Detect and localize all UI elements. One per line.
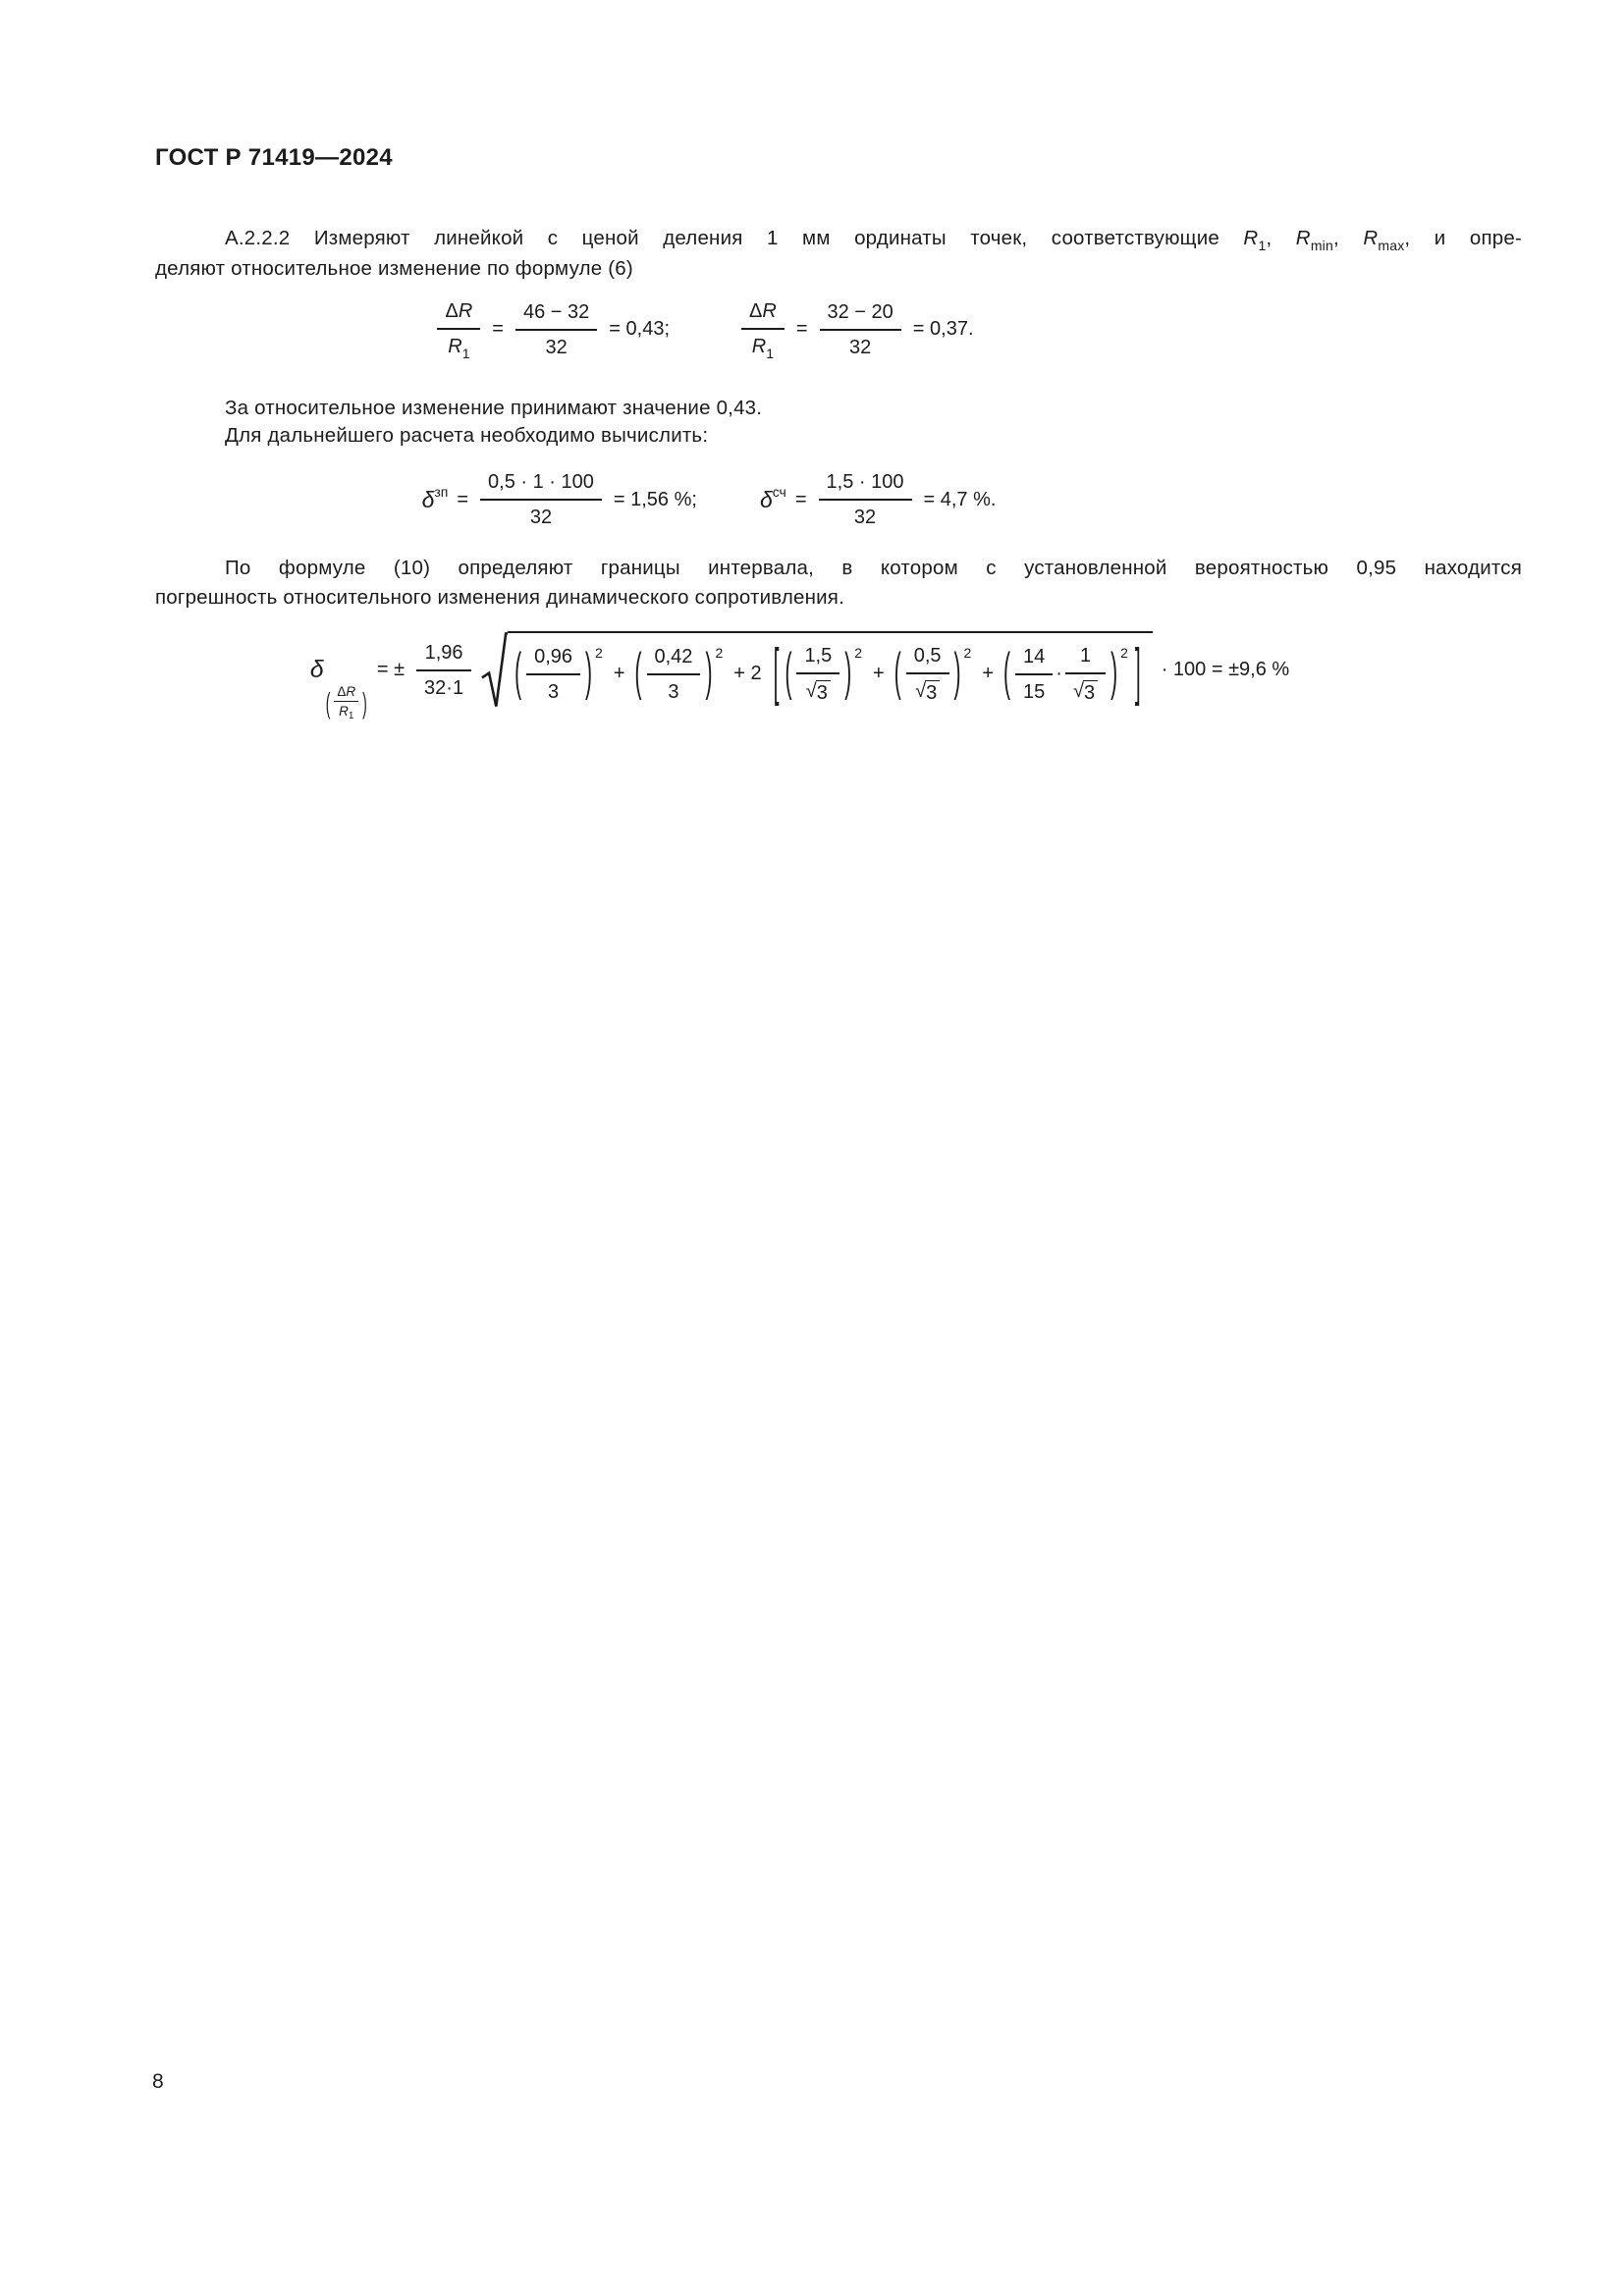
math-subscript: 1 (766, 346, 775, 361)
fraction-denominator (334, 702, 358, 721)
fraction-numerator: 46 − 32 (515, 298, 597, 331)
para-a222-line2: деляют относительное изменение по формуле (6) (155, 257, 633, 280)
fraction-denominator (741, 330, 785, 361)
math-superscript: сч (772, 484, 786, 500)
square-root (481, 631, 1153, 709)
math-exponent: 2 (854, 645, 863, 661)
math-delta: Δ (749, 300, 763, 322)
fraction-denominator: 15 (1023, 680, 1046, 703)
para-a222-line1 (155, 224, 1522, 254)
math-subscript: 1 (461, 346, 470, 361)
radicand-small: 3 (816, 680, 831, 704)
math-var-R: R (346, 684, 356, 699)
math-delta: Δ (445, 300, 459, 322)
fraction (647, 643, 701, 706)
math-var-R: R (458, 300, 473, 322)
para-formula10 (155, 554, 1522, 613)
equals-sign: = (795, 318, 808, 340)
formula-delta-zp (422, 468, 697, 531)
fraction-denominator (796, 674, 839, 706)
math-var-R: R (1363, 227, 1379, 249)
para-further-calc: Для дальнейшего расчета необходимо вычислить: (225, 424, 709, 447)
fraction-numerator (437, 297, 480, 330)
text-run: , (1332, 227, 1364, 249)
math-var-R: R (751, 336, 767, 357)
para-formula10-line2: погрешность относительного изменения динамического сопротивления. (155, 586, 844, 609)
text-run: , (1266, 227, 1296, 249)
radicand-small: 3 (1083, 680, 1098, 704)
fraction-denominator: 32 (529, 507, 553, 528)
fraction (334, 684, 358, 721)
fraction (526, 643, 580, 706)
right-paren: ) (362, 685, 367, 720)
math-delta: Δ (337, 684, 347, 699)
fraction-numerator (334, 684, 358, 702)
equals-plusminus: = ± (376, 659, 406, 680)
fraction-denominator: 32 (853, 507, 877, 528)
math-exponent: 2 (1120, 645, 1128, 661)
para-acceptance: За относительное изменение принимают значение 0,43. (225, 397, 763, 419)
math-var-R: R (339, 704, 349, 719)
fraction (1015, 643, 1053, 706)
multiplication-dot: · (1056, 663, 1062, 684)
fraction-denominator: 32 (849, 336, 872, 358)
math-superscript: зп (434, 484, 449, 500)
equals-sign: = (457, 488, 469, 510)
fraction-denominator: 3 (668, 680, 679, 703)
formula-result: = 4,7 %. (923, 488, 997, 510)
formula-row-6 (0, 297, 1516, 361)
text-run: , и опре- (1404, 227, 1523, 249)
math-subscript: 1 (348, 711, 354, 721)
plus-sign: + (873, 663, 885, 684)
left-paren: ( (893, 644, 901, 701)
fraction (480, 468, 602, 531)
radical-sign-icon (481, 631, 508, 709)
math-subscript: max (1378, 238, 1405, 253)
fraction-denominator: 32 (545, 336, 568, 358)
radical-sign-small: √ (1072, 680, 1084, 702)
para-formula10-line1: По формуле (10) определяют границы интервала, в котором с установленной вероятностью 0,95 находится (225, 557, 1522, 579)
fraction-denominator (437, 330, 480, 361)
formula-result: · 100 = ±9,6 % (1161, 659, 1290, 680)
fraction (819, 468, 912, 531)
left-paren: ( (325, 685, 331, 720)
math-delta-symbol: δ (421, 486, 435, 512)
fraction-numerator: 32 − 20 (820, 298, 901, 331)
left-paren: ( (1003, 644, 1011, 701)
radical-sign-small: √ (915, 680, 927, 702)
formula-6-left (434, 297, 670, 361)
equals-sign: = (492, 318, 504, 340)
plus-two: + 2 (733, 663, 762, 684)
left-bracket: [ (773, 637, 780, 708)
fraction-numerator: 1,96 (416, 639, 471, 671)
fraction-denominator (906, 674, 949, 706)
math-delta-symbol: δ (309, 656, 324, 683)
left-paren: ( (514, 644, 522, 701)
fraction-numerator: 1,5 (796, 642, 839, 674)
math-exponent: 2 (595, 645, 603, 661)
left-paren: ( (785, 644, 792, 701)
sqrt-3 (1073, 680, 1098, 704)
math-exponent: 2 (715, 645, 724, 661)
fraction-numerator: 0,5 · 1 · 100 (480, 468, 602, 501)
plus-sign: + (982, 663, 995, 684)
fraction (796, 642, 839, 706)
fraction-numerator: 0,96 (526, 643, 580, 675)
delta-subscript-group (325, 684, 368, 721)
math-subscript: 1 (1258, 238, 1267, 253)
right-bracket: ] (1134, 637, 1141, 708)
math-var-R: R (448, 336, 462, 357)
formula-result: = 0,37. (912, 318, 974, 340)
fraction (515, 298, 597, 361)
fraction (416, 639, 471, 702)
formula-6-right (738, 297, 974, 361)
formula-delta-sch (760, 468, 997, 531)
formula-10 (0, 631, 1616, 721)
page-number: 8 (152, 2070, 164, 2093)
radicand-small: 3 (925, 680, 940, 704)
fraction (906, 642, 949, 706)
fraction (741, 297, 785, 361)
radical-sign-small: √ (805, 680, 817, 702)
right-paren: ) (585, 644, 593, 701)
math-subscript: min (1310, 238, 1333, 253)
formula-result: = 0,43; (609, 318, 670, 340)
sqrt-3 (915, 680, 940, 704)
fraction-numerator: 1 (1065, 642, 1106, 674)
text-run: А.2.2.2 Измеряют линейкой с ценой деления 1 мм ординаты точек, соответствующие (225, 227, 1244, 249)
fraction-numerator: 0,42 (647, 643, 701, 675)
formula-10-expression (309, 631, 1298, 721)
equals-sign: = (794, 488, 807, 510)
right-paren: ) (1110, 644, 1118, 701)
left-paren: ( (634, 644, 642, 701)
fraction-numerator: 1,5 · 100 (819, 468, 912, 501)
formula-result: = 1,56 %; (613, 488, 697, 510)
gost-header: ГОСТ Р 71419—2024 (155, 144, 393, 171)
fraction-denominator: 32·1 (424, 676, 464, 699)
fraction (1065, 642, 1106, 706)
plus-sign: + (613, 663, 625, 684)
right-paren: ) (705, 644, 713, 701)
right-paren: ) (844, 644, 852, 701)
para-a222 (155, 224, 1522, 284)
math-exponent: 2 (963, 645, 972, 661)
fraction (437, 297, 480, 361)
radicand (508, 631, 1153, 709)
sqrt-3 (806, 680, 831, 704)
fraction-denominator (1065, 674, 1106, 706)
math-var-R: R (1295, 227, 1311, 249)
fraction-denominator: 3 (547, 680, 560, 703)
fraction-numerator (741, 297, 785, 330)
right-paren: ) (953, 644, 961, 701)
fraction (820, 298, 901, 361)
math-delta-symbol: δ (759, 486, 773, 512)
math-var-R: R (762, 300, 777, 322)
formula-row-delta (0, 468, 1521, 531)
fraction-numerator: 0,5 (906, 642, 949, 674)
fraction-numerator: 14 (1015, 643, 1053, 675)
math-var-R: R (1243, 227, 1259, 249)
